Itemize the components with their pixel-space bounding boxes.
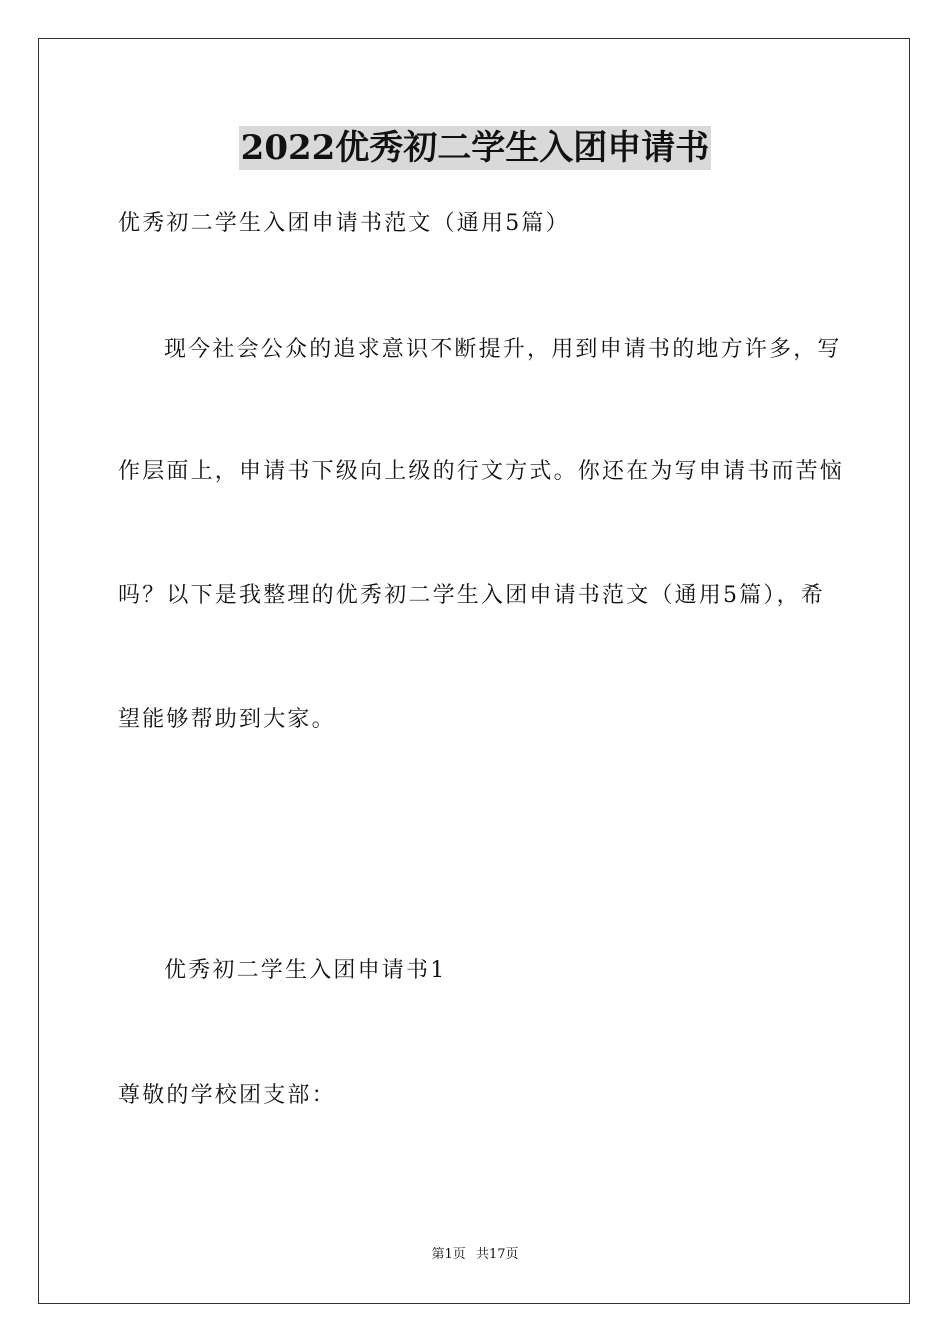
intro-line-2: 作层面上，申请书下级向上级的行文方式。你还在为写申请书而苦恼 [118, 459, 845, 484]
salutation: 尊敬的学校团支部： [118, 1083, 336, 1108]
section-heading: 优秀初二学生入团申请书1 [164, 958, 447, 983]
page-total: 共17页 [475, 1247, 519, 1262]
page-number: 第1页 [431, 1247, 466, 1262]
title-container [0, 126, 950, 170]
intro-line-1: 现今社会公众的追求意识不断提升，用到申请书的地方许多，写 [164, 337, 842, 362]
document-title: 2022优秀初二学生入团申请书 [240, 128, 710, 168]
page-footer [0, 1246, 950, 1264]
intro-line-3: 吗？以下是我整理的优秀初二学生入团申请书范文（通用5篇），希 [118, 583, 825, 608]
document-subtitle: 优秀初二学生入团申请书范文（通用5篇） [118, 211, 570, 236]
intro-line-4: 望能够帮助到大家。 [118, 707, 336, 732]
